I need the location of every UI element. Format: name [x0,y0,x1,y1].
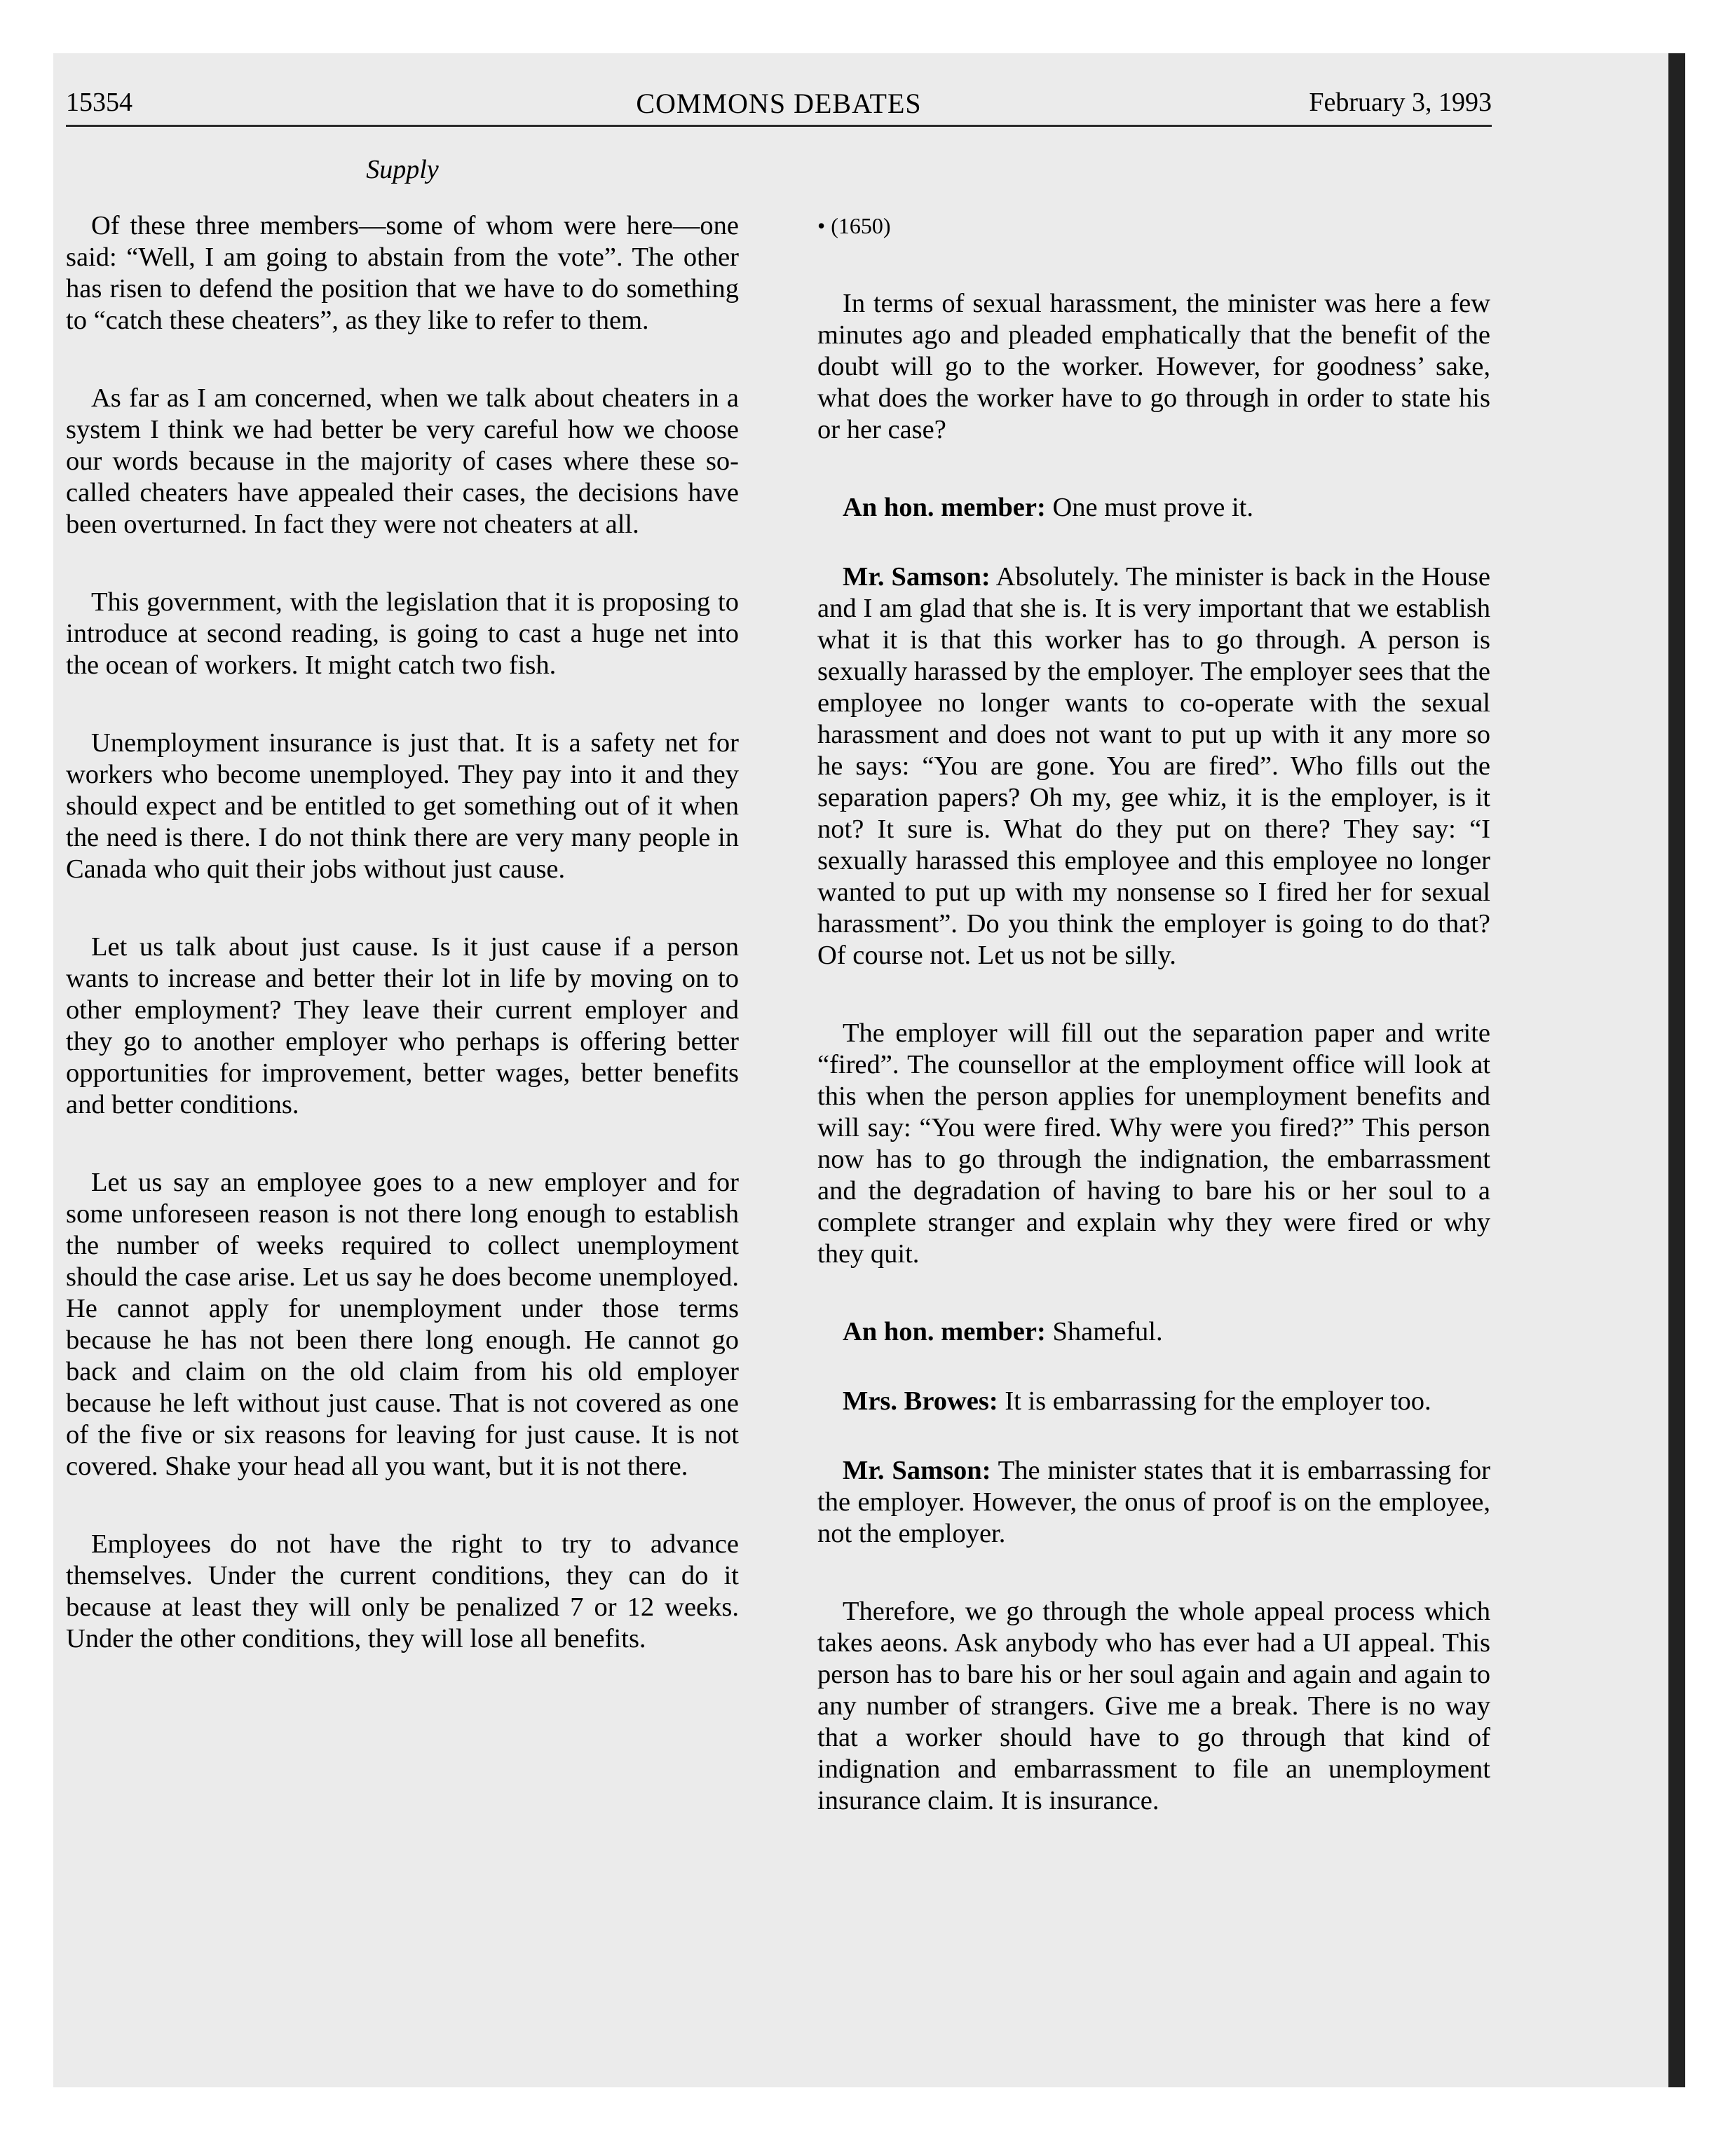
speech-text: It is embarrassing for the employer too. [998,1386,1431,1416]
paragraph: Employees do not have the right to try to advance themselves. Under the current conditions, they can do it because at least they will only be penalized 7 or 12 weeks. Under the other conditions, they will lose all benefits. [66,1529,739,1653]
header-rule [66,125,1492,127]
paragraph: Therefore, we go through the whole appeal process which takes aeons. Ask anybody who has ever had a UI appeal. This person has to bare his or her soul again and again and again to any number of strangers. Give me a break. There is no way that a worker should have to go through that kind of indignation and embarrassment to file an unemployment insurance claim. It is insurance. [817,1597,1490,1815]
paragraph: In terms of sexual harassment, the minister was here a few minutes ago and pleaded emphatically that the benefit of the doubt will go to the worker. However, for goodness’ sake, what does the worker have to go through in order to state his or her case? [817,289,1490,444]
page-header [66,87,1492,129]
publication-title: COMMONS DEBATES [636,88,922,119]
speech-hon-member [817,1316,1490,1348]
speech-samson [817,1455,1490,1550]
speaker-name: Mr. Samson: [843,562,991,592]
speaker-name: Mrs. Browes: [843,1386,998,1416]
speech-hon-member [817,492,1490,524]
paragraph: Let us say an employee goes to a new employer and for some unforeseen reason is not there long enough to establish the number of weeks required to collect unemployment should the case arise. Let us say he does become unemployed. He cannot apply for unemployment under those terms because he has not been there long enough. He cannot go back and claim on the old claim from his old employer because he left without just cause. That is not covered as one of the five or six reasons for leaving for just cause. It is not covered. Shake your head all you want, but it is not there. [66,1168,739,1481]
scan-edge-bar [1668,53,1685,2087]
speech-browes [817,1386,1490,1417]
speaker-name: Mr. Samson: [843,1456,991,1485]
paragraph: Let us talk about just cause. Is it just cause if a person wants to increase and better their lot in life by moving on to other employment? They leave their current employer and they go to another employer who perhaps is offering better opportunities for improvement, better wages, better benefits and better conditions. [66,932,739,1119]
paragraph: Unemployment insurance is just that. It is a safety net for workers who become unemployed. They pay into it and they should expect and be entitled to get something out of it when the need is there. I do not think there are very many people in Canada who quit their jobs without just cause. [66,728,739,884]
speech-text: Absolutely. The minister is back in the House and I am glad that she is. It is very important that we establish what it is that this worker has to go through. A person is sexually harassed by the employer. The employer sees that the employee no longer wants to co-operate with the sexual harassment and does not want to put up with it any more so he says: “You are gone. You are fired”. Who fills out the separation papers? Oh my, gee whiz, it is the employer, is it not? It sure is. What do they put on there? They say: “I sexually harassed this employee and this employee no longer wanted to put up with my nonsense so I fired her for sexual harassment”. Do you think the employer is going to do that? Of course not. Let us not be silly. [817,562,1490,970]
paragraph: Of these three members—some of whom were here—one said: “Well, I am going to abstain from the vote”. The other has risen to defend the position that we have to do something to “catch these cheaters”, as they like to refer to them. [66,211,739,335]
paragraph: The employer will fill out the separation paper and write “fired”. The counsellor at the employment office will look at this when the person applies for unemployment benefits and will say: “You were fired. Why were you fired?” This person now has to go through the indignation, the embarrassment and the degradation of having to bare his or her soul to a complete stranger and explain why they were fired or why they quit. [817,1018,1490,1269]
speech-samson [817,561,1490,971]
speaker-name: An hon. member: [843,1317,1046,1346]
header-date: February 3, 1993 [1309,88,1492,117]
paragraph: As far as I am concerned, when we talk about cheaters in a system I think we had better be very careful how we choose our words because in the majority of cases where these so-called cheaters have appealed their cases, the decisions have been overturned. In fact they were not cheaters at all. [66,383,739,539]
left-column [66,210,739,1701]
speech-text: One must prove it. [1045,493,1254,522]
speech-text: The minister states that it is embarrassing for the employer. However, the onus of proof is on the employee, not the employer. [817,1456,1490,1548]
speech-text: Shameful. [1045,1317,1163,1346]
speaker-name: An hon. member: [843,493,1046,522]
page-number: 15354 [66,88,132,117]
timestamp: • (1650) [817,213,891,238]
right-column [817,210,1490,1863]
section-title: Supply [366,155,439,184]
paragraph: This government, with the legislation that it is proposing to introduce at second reading, is going to cast a huge net into the ocean of workers. It might catch two fish. [66,587,739,680]
